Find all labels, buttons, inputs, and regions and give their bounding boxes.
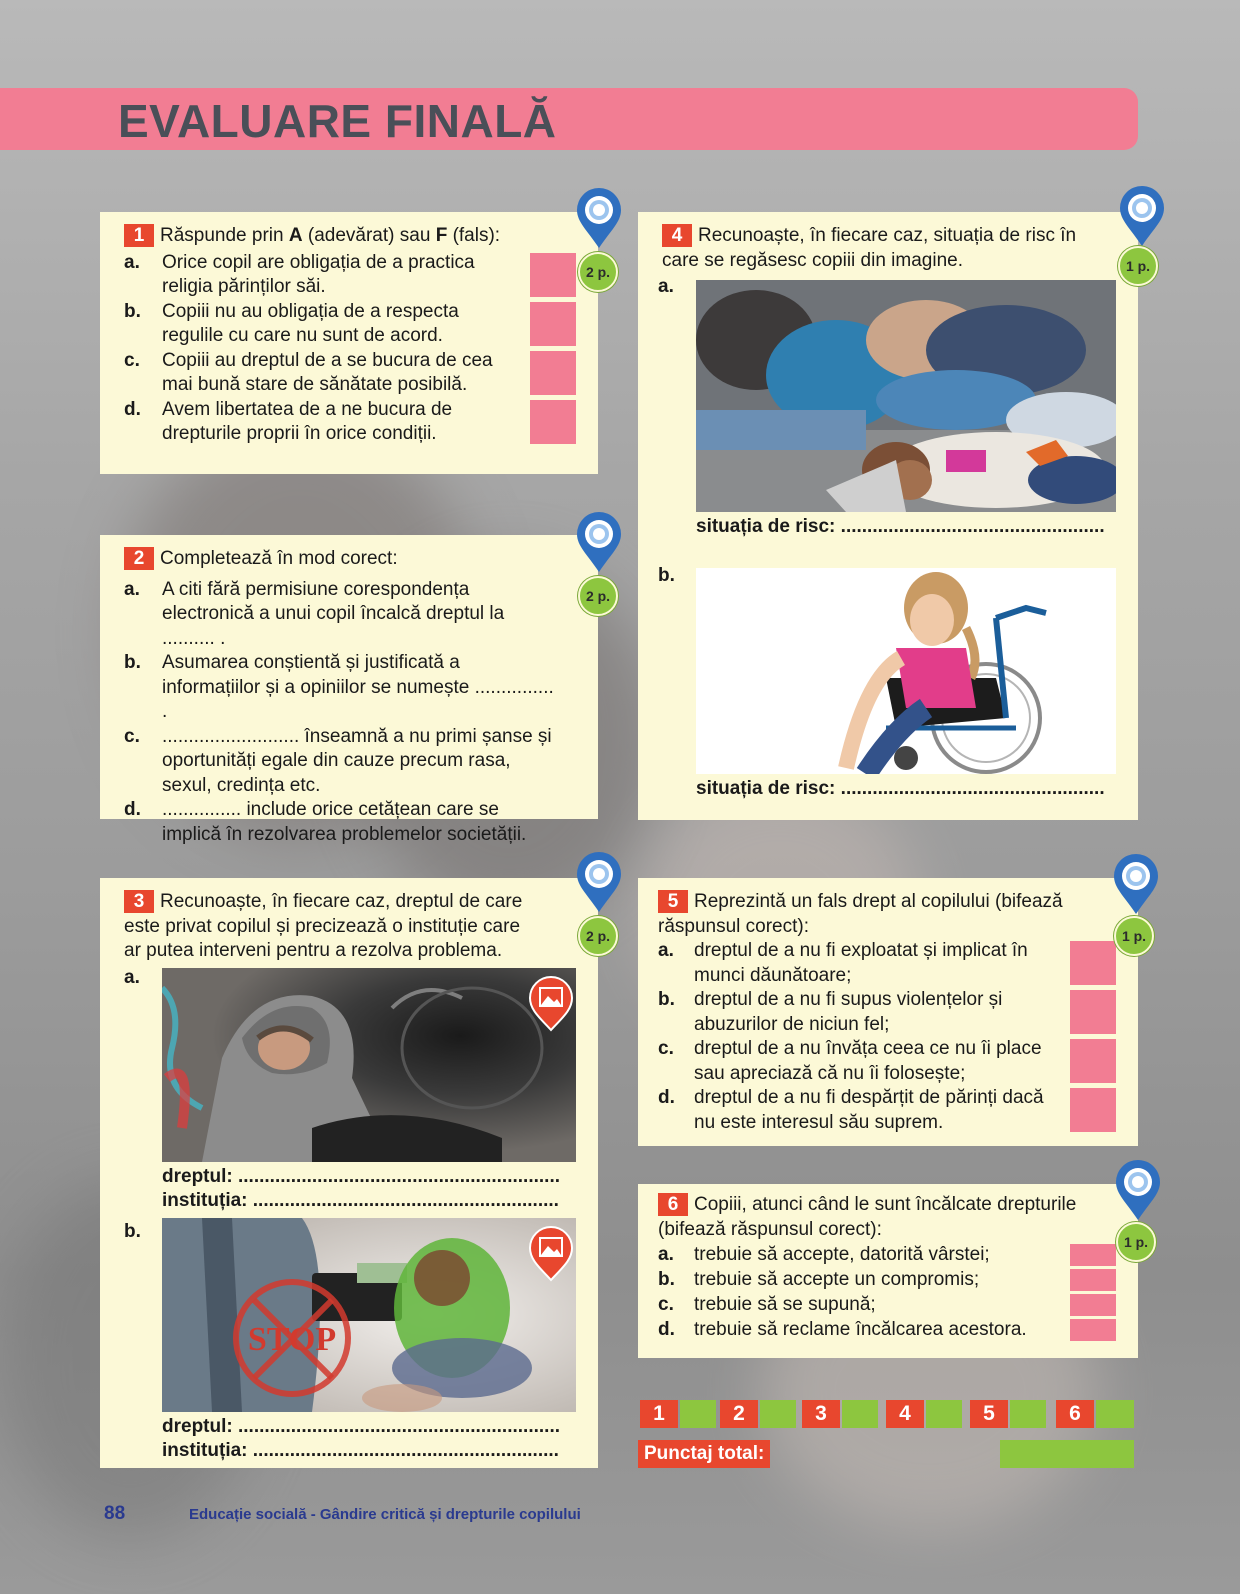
exercise-2-number: 2 bbox=[124, 547, 154, 570]
exercise-3-right-b[interactable]: dreptul: ............................................................. bbox=[162, 1416, 560, 1437]
exercise-2-item-d: d. ............... include orice cetățean care se implică în rezolvarea problemelor societății. bbox=[124, 799, 527, 845]
score-label-1: 1 bbox=[640, 1400, 678, 1428]
exercise-1-instruction: 1 Răspunde prin A (adevărat) sau F (fals): bbox=[124, 224, 580, 249]
exercise-3-photo-b bbox=[162, 1218, 576, 1412]
answer-box[interactable] bbox=[1070, 1088, 1116, 1132]
score-label-6: 6 bbox=[1056, 1400, 1094, 1428]
exercise-6-item-c: c. trebuie să se supună; bbox=[658, 1292, 1120, 1317]
exercise-1-item-a: a. Orice copil are obligația de a practica religia părinților săi. bbox=[124, 251, 580, 300]
exercise-2-item-a: a. A citi fără permisiune corespondența electronică a unui copil încalcă dreptul la .......... . bbox=[124, 578, 505, 649]
exercise-3-right-a[interactable]: dreptul: ............................................................. bbox=[162, 1166, 560, 1187]
location-pin-icon bbox=[1110, 854, 1162, 916]
footer-title: Educație socială - Gândire critică și drepturile copilului bbox=[189, 1506, 581, 1523]
exercise-1-card bbox=[100, 212, 598, 474]
points-badge: 2 p. bbox=[578, 576, 618, 616]
stop-abuse-illustration bbox=[162, 1218, 576, 1412]
exercise-5-item-d: d. dreptul de a nu fi despărțit de părinți dacă nu este interesul său suprem. bbox=[658, 1086, 1120, 1135]
points-badge: 1 p. bbox=[1116, 1222, 1156, 1262]
exercise-1-number: 1 bbox=[124, 224, 154, 247]
exercise-5-number: 5 bbox=[658, 890, 688, 913]
answer-box[interactable] bbox=[1070, 1294, 1116, 1316]
score-input-5[interactable] bbox=[1010, 1400, 1046, 1428]
exercise-4-risk-a[interactable]: situația de risc: .................................................. bbox=[696, 516, 1105, 537]
exercise-4-case-a: a. bbox=[658, 276, 674, 297]
exercise-4-photo-b bbox=[696, 568, 1116, 774]
total-score-label: Punctaj total: bbox=[638, 1440, 770, 1468]
score-input-6[interactable] bbox=[1096, 1400, 1134, 1428]
points-badge: 2 p. bbox=[578, 916, 618, 956]
exercise-6-number: 6 bbox=[658, 1193, 688, 1216]
points-badge: 1 p. bbox=[1114, 916, 1154, 956]
answer-box[interactable] bbox=[530, 253, 576, 297]
girl-wheelchair-illustration bbox=[696, 568, 1116, 774]
exercise-6-instruction: 6 Copiii, atunci când le sunt încălcate drepturile (bifează răspunsul corect): bbox=[658, 1194, 1077, 1240]
location-pin-icon bbox=[573, 512, 625, 574]
exercise-1-item-c: c. Copiii au dreptul de a se bucura de cea mai bună stare de sănătate posibilă. bbox=[124, 349, 580, 398]
exercise-1-item-d: d. Avem libertatea de a ne bucura de drepturile proprii în orice condiții. bbox=[124, 398, 580, 447]
answer-box[interactable] bbox=[530, 351, 576, 395]
exercise-3-case-a: a. bbox=[124, 967, 140, 988]
exercise-3-instruction: 3 Recunoaște, în fiecare caz, dreptul de care este privat copilul și precizează o instituție care ar putea interveni pentru a rezolva problema. bbox=[124, 891, 523, 961]
exercise-3-number: 3 bbox=[124, 890, 154, 913]
answer-box[interactable] bbox=[1070, 1269, 1116, 1291]
score-label-3: 3 bbox=[802, 1400, 840, 1428]
exercise-2-item-c: c. .......................... înseamnă a nu primi șanse și oportunități egale din cauze precum rasa, sexul, credința etc. bbox=[124, 725, 552, 796]
exercise-5-item-b: b. dreptul de a nu fi supus violențelor și abuzurilor de niciun fel; bbox=[658, 988, 1120, 1037]
exercise-1-item-b: b. Copiii nu au obligația de a respecta regulile cu care nu sunt de acord. bbox=[124, 300, 580, 349]
score-input-1[interactable] bbox=[680, 1400, 716, 1428]
stop-sign-text: STOP bbox=[247, 1321, 337, 1358]
exercise-6-card bbox=[638, 1184, 1138, 1358]
answer-box[interactable] bbox=[1070, 1039, 1116, 1083]
location-pin-icon bbox=[573, 852, 625, 914]
title-bar bbox=[0, 88, 1138, 150]
exercise-2-item-b: b. Asumarea conștientă și justificată a informațiilor și a opiniilor se numește ............... . bbox=[124, 652, 554, 722]
exercise-3-case-b: b. bbox=[124, 1221, 141, 1242]
score-input-3[interactable] bbox=[842, 1400, 878, 1428]
points-badge: 2 p. bbox=[578, 252, 618, 292]
location-pin-icon bbox=[1116, 186, 1168, 248]
exercise-4-number: 4 bbox=[662, 224, 692, 247]
answer-box[interactable] bbox=[1070, 941, 1116, 985]
answer-box[interactable] bbox=[1070, 1244, 1116, 1266]
exercise-5-card bbox=[638, 878, 1138, 1146]
hooded-boy-illustration bbox=[162, 968, 576, 1162]
sleeping-children-illustration bbox=[696, 280, 1116, 512]
answer-box[interactable] bbox=[530, 400, 576, 444]
score-label-4: 4 bbox=[886, 1400, 924, 1428]
exercise-5-instruction: 5 Reprezintă un fals drept al copilului (bifează răspunsul corect): bbox=[658, 891, 1063, 937]
exercise-4-case-b: b. bbox=[658, 565, 675, 586]
exercise-2-instruction: 2 Completează în mod corect: bbox=[124, 547, 580, 572]
page-title: EVALUARE FINALĂ bbox=[118, 95, 557, 147]
exercise-2-card bbox=[100, 535, 598, 845]
page-number: 88 bbox=[104, 1503, 126, 1524]
exercise-3-institution-b[interactable]: instituția: .......................................................... bbox=[162, 1440, 559, 1461]
exercise-4-risk-b[interactable]: situația de risc: .................................................. bbox=[696, 778, 1105, 799]
exercise-6-item-d: d. trebuie să reclame încălcarea acestora. bbox=[658, 1317, 1120, 1342]
location-pin-icon bbox=[1112, 1160, 1164, 1222]
score-label-2: 2 bbox=[720, 1400, 758, 1428]
score-label-5: 5 bbox=[970, 1400, 1008, 1428]
exercise-4-instruction: 4 Recunoaște, în fiecare caz, situația de risc în care se regăsesc copiii din imagine. bbox=[662, 225, 1077, 271]
exercise-6-item-b: b. trebuie să accepte un compromis; bbox=[658, 1267, 1120, 1292]
exercise-4-photo-a bbox=[696, 280, 1116, 512]
exercise-5-item-a: a. dreptul de a nu fi exploatat și implicat în munci dăunătoare; bbox=[658, 939, 1120, 988]
exercise-5-item-c: c. dreptul de a nu învăța ceea ce nu îi place sau apreciază că nu îi folosește; bbox=[658, 1037, 1120, 1086]
exercise-6-item-a: a. trebuie să accepte, datorită vârstei; bbox=[658, 1242, 1120, 1267]
points-badge: 1 p. bbox=[1118, 246, 1158, 286]
answer-box[interactable] bbox=[1070, 1319, 1116, 1341]
exercise-3-photo-a bbox=[162, 968, 576, 1162]
exercise-3-institution-a[interactable]: instituția: .......................................................... bbox=[162, 1190, 559, 1211]
image-icon bbox=[526, 974, 576, 1032]
total-score-input[interactable] bbox=[1000, 1440, 1134, 1468]
image-icon bbox=[526, 1224, 576, 1282]
location-pin-icon bbox=[573, 188, 625, 250]
answer-box[interactable] bbox=[530, 302, 576, 346]
score-input-4[interactable] bbox=[926, 1400, 962, 1428]
score-input-2[interactable] bbox=[760, 1400, 796, 1428]
answer-box[interactable] bbox=[1070, 990, 1116, 1034]
